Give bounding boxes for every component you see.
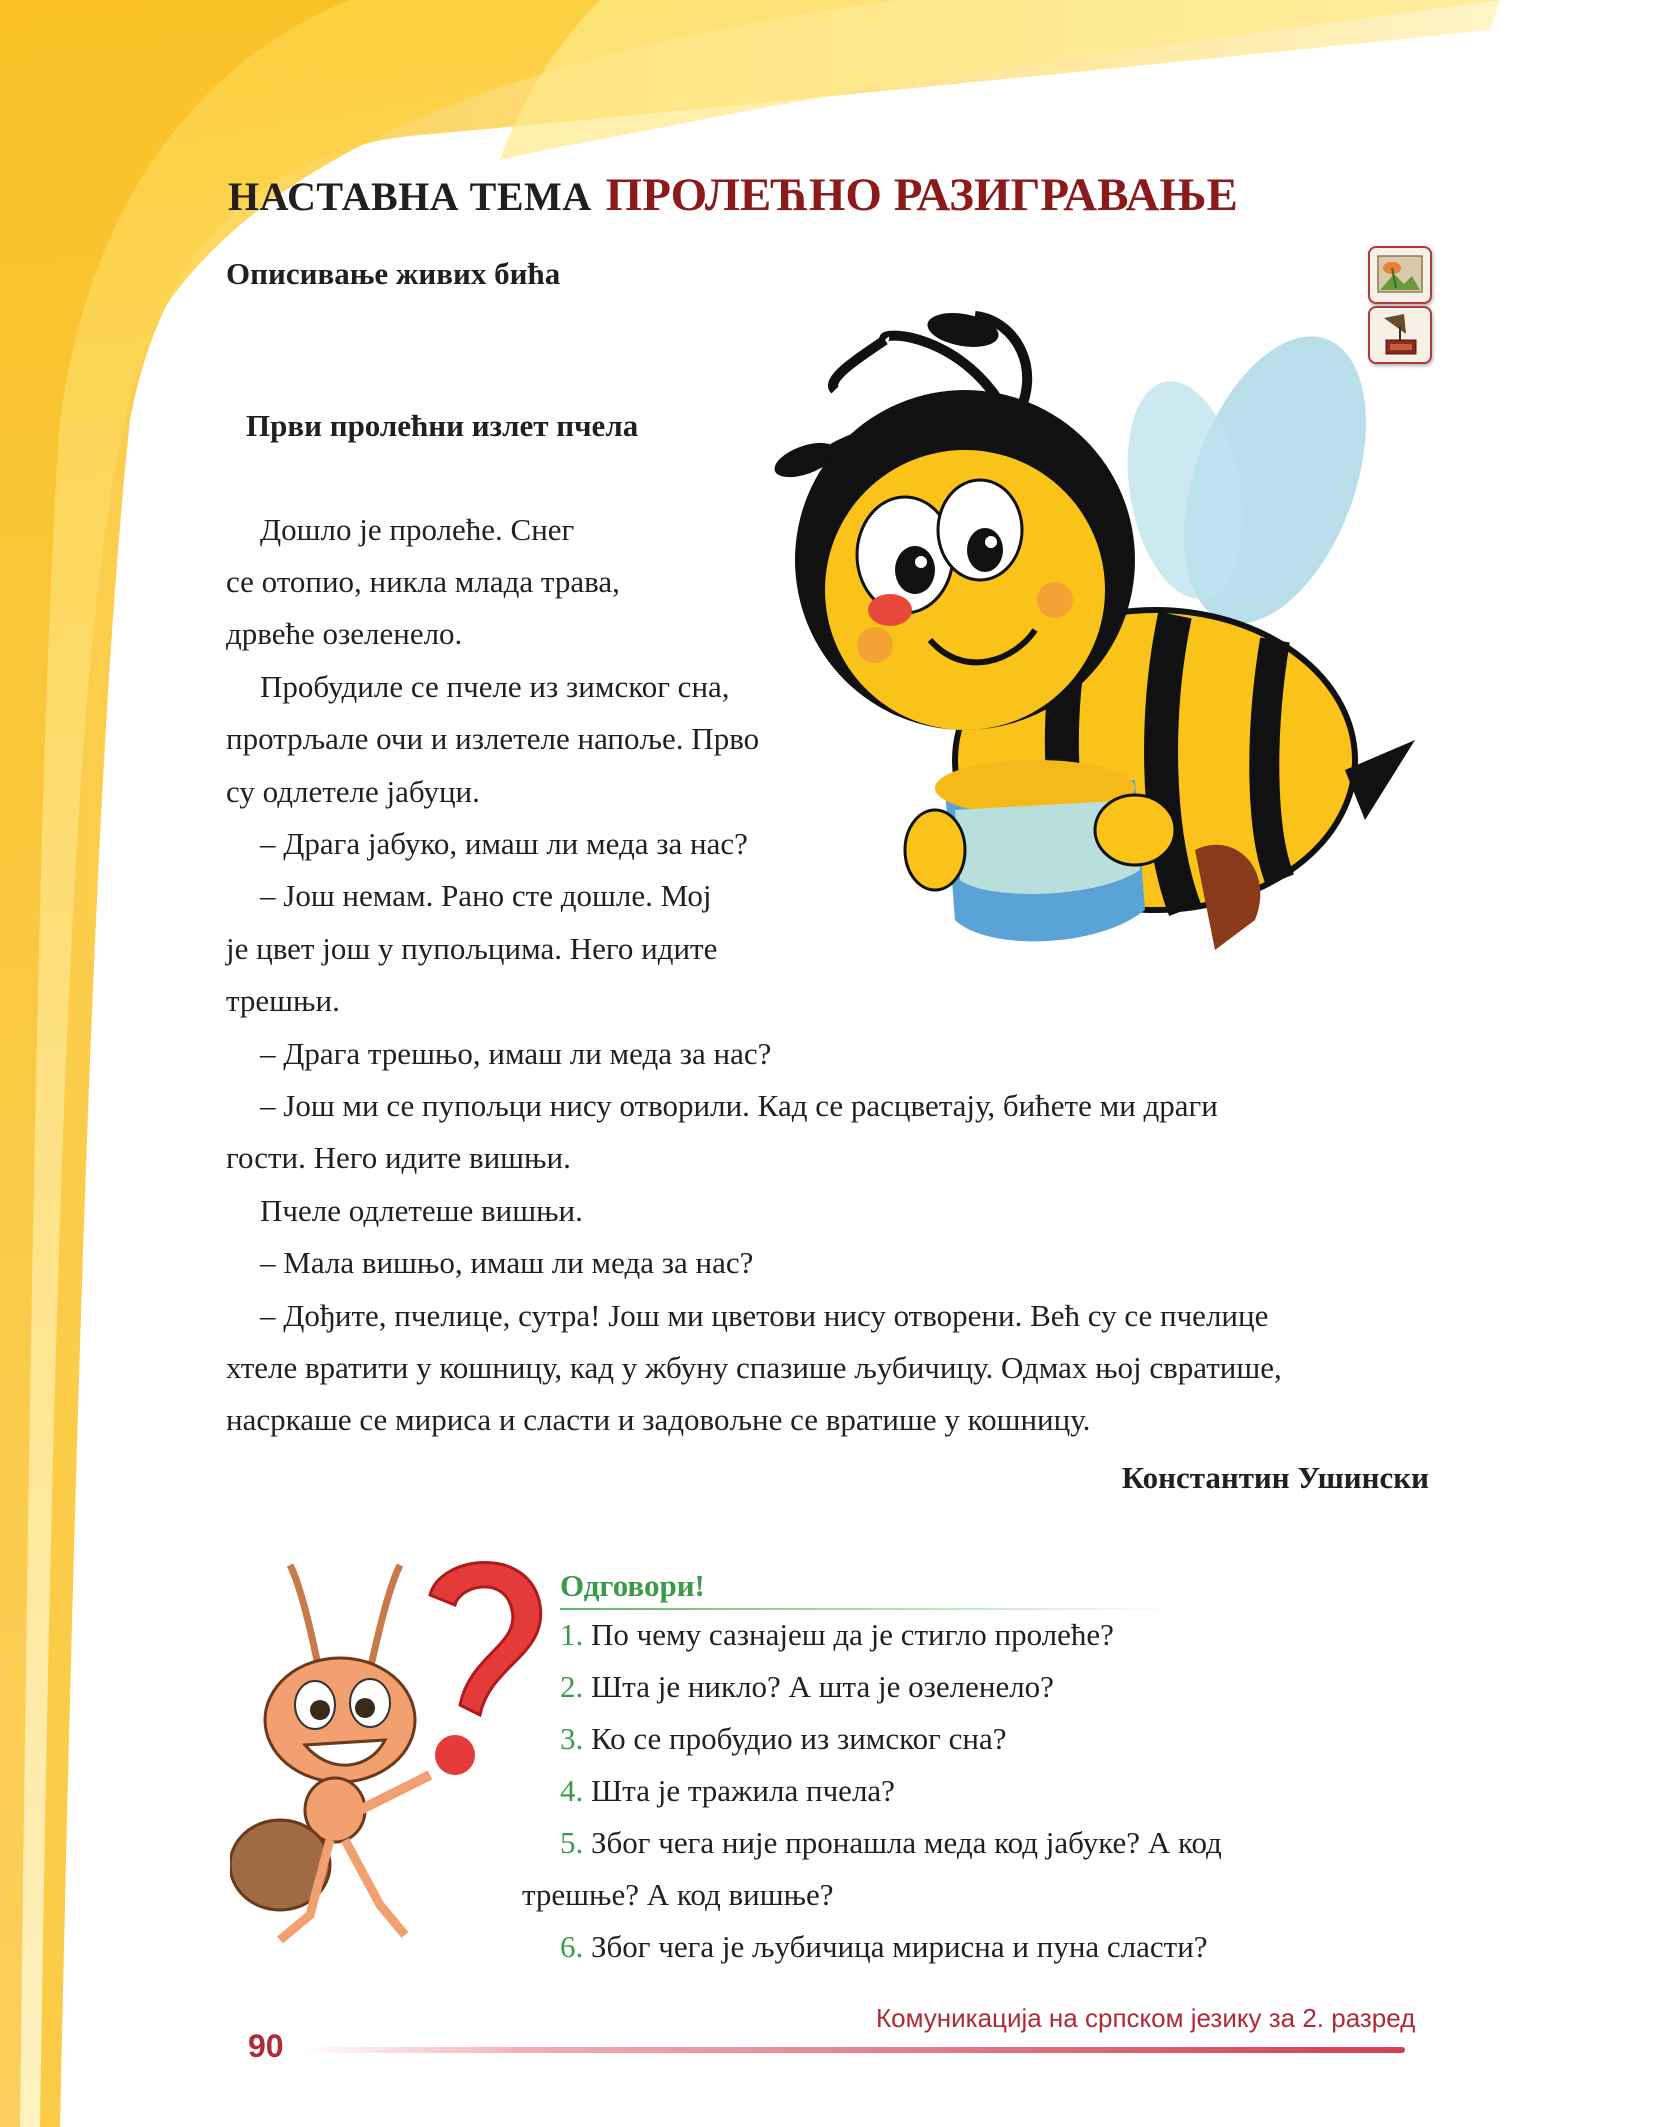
story-line: трешњи. (226, 983, 340, 1018)
story-line: гости. Него идите вишњи. (226, 1140, 571, 1175)
story-line: – Дођите, пчелице, сутра! Још ми цветови нису отворени. Већ су се пчелице (260, 1298, 1269, 1333)
question-item (560, 1617, 1114, 1653)
question-item (560, 1929, 1208, 1965)
bee-illustration (715, 310, 1435, 1000)
footer-divider (300, 2047, 1405, 2053)
question-text: Због чега је љубичица мирисна и пуна сласти? (591, 1929, 1208, 1964)
story-line: Пчеле одлетеше вишњи. (260, 1193, 583, 1228)
question-item (560, 1825, 1222, 1861)
story-line: је цвет још у пупољцима. Него идите (226, 931, 718, 966)
question-item (560, 1773, 895, 1809)
question-text: Шта је тражила пчела? (591, 1773, 895, 1808)
story-line: – Драга трешњо, имаш ли меда за нас? (260, 1036, 772, 1071)
lesson-header (228, 168, 1238, 222)
story-author: Константин Ушински (1121, 1460, 1429, 1495)
question-text: Због чега није пронашла меда код јабуке? А код (591, 1825, 1222, 1860)
story-line: се отопио, никла млада трава, (226, 564, 620, 599)
question-number: 4. (560, 1773, 584, 1808)
image-icon (1370, 248, 1430, 302)
ant-illustration (230, 1545, 550, 1965)
question-number: 3. (560, 1721, 584, 1756)
question-text: Ко се пробудио из зимског сна? (591, 1721, 1007, 1756)
story-line: Дошло је пролеће. Снег (260, 512, 575, 547)
story-line: Пробудиле се пчеле из зимског сна, (260, 669, 730, 704)
answer-divider (560, 1608, 1180, 1610)
question-item (560, 1721, 1007, 1757)
image-button[interactable] (1368, 246, 1432, 304)
story-line: дрвеће озеленело. (226, 616, 463, 651)
lesson-subtitle: Описивање живих бића (226, 256, 561, 291)
story-line: насркаше се мириса и сласти и задовољне се вратише у кошницу. (226, 1402, 1091, 1437)
theme-label: НАСТАВНА ТЕМА (228, 174, 592, 219)
question-number: 6. (560, 1929, 584, 1964)
story-line: – Још ми се пупољци нису отворили. Кад се расцветају, бићете ми драги (260, 1088, 1218, 1123)
question-continuation: трешње? А код вишње? (522, 1877, 834, 1912)
question-number: 5. (560, 1825, 584, 1860)
book-title: Комуникација на српском језику за 2. разред (876, 2003, 1416, 2033)
story-line: – Мала вишњо, имаш ли меда за нас? (260, 1245, 754, 1280)
question-text: Шта је никло? А шта је озеленело? (591, 1669, 1054, 1704)
answer-heading: Одговори! (560, 1568, 705, 1603)
story-line: – Драга јабуко, имаш ли меда за нас? (260, 826, 748, 861)
story-title: Први пролећни излет пчела (246, 408, 639, 443)
story-line: хтеле вратити у кошницу, кад у жбуну спазише љубичицу. Одмах њој свратише, (226, 1350, 1282, 1385)
theme-title: ПРОЛЕЋНО РАЗИГРАВАЊЕ (605, 169, 1238, 221)
story-line: су одлетеле јабуци. (226, 774, 480, 809)
question-text: По чему сазнајеш да је стигло пролеће? (591, 1617, 1114, 1652)
story-line: – Још немам. Рано сте дошле. Мој (260, 878, 712, 913)
story-line: протрљале очи и излетеле напоље. Прво (226, 721, 760, 756)
question-item (560, 1669, 1054, 1705)
page-number: 90 (248, 2028, 284, 2064)
question-number: 2. (560, 1669, 584, 1704)
question-number: 1. (560, 1617, 584, 1652)
